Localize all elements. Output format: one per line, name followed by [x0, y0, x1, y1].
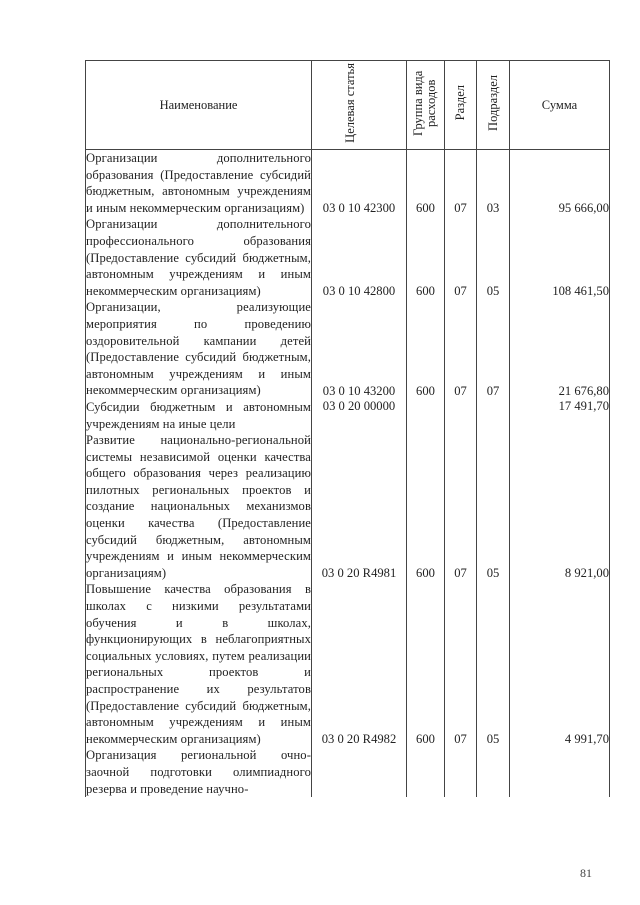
- row-section: 07: [445, 150, 477, 217]
- row-code: 03 0 10 43200: [312, 299, 407, 399]
- header-subsection: Подраздел: [477, 61, 510, 150]
- row-name: Организация региональной очно-заочной подготовки олимпиадного резерва и проведение научно-: [86, 748, 311, 796]
- row-amount: 8 921,00: [510, 432, 610, 581]
- row-code: 03 0 20 00000: [312, 399, 407, 432]
- row-code: 03 0 10 42800: [312, 216, 407, 299]
- row-amount: 17 491,70: [510, 399, 610, 432]
- row-code: 03 0 10 42300: [312, 150, 407, 217]
- row-subsection: [477, 399, 510, 432]
- row-subsection: [477, 747, 510, 797]
- row-subsection: 05: [477, 432, 510, 581]
- row-section: [445, 399, 477, 432]
- row-name: Развитие национально-региональной системы независимой оценки качества общего образования через реализацию пилотных региональных проектов и создание национальных механизмов оценки качества (Предоставление субсидий бюджетным, автономным учреждениям и иным некоммерческим организациям): [86, 433, 311, 580]
- row-amount: 21 676,80: [510, 299, 610, 399]
- row-code: [312, 747, 407, 797]
- row-name: Организации дополнительного образования (Предоставление субсидий бюджетным, автономным учреждениям и иным некоммерческим организациям): [86, 151, 311, 215]
- row-code: 03 0 20 R4982: [312, 581, 407, 747]
- header-amount: Сумма: [510, 61, 610, 150]
- table-row: [86, 150, 610, 217]
- table-row: [86, 299, 610, 399]
- row-group: 600: [407, 299, 445, 399]
- row-group: [407, 399, 445, 432]
- row-group: 600: [407, 216, 445, 299]
- header-target-article: Целевая статья: [312, 61, 407, 150]
- row-subsection: 05: [477, 581, 510, 747]
- row-section: 07: [445, 432, 477, 581]
- row-amount: 95 666,00: [510, 150, 610, 217]
- budget-table: [85, 60, 610, 797]
- table-row: [86, 581, 610, 747]
- table-row: [86, 747, 610, 797]
- row-name: Субсидии бюджетным и автономным учреждениям на иные цели: [86, 399, 311, 431]
- page-number: 81: [580, 866, 592, 880]
- header-expense-group: Группа вида расходов: [407, 61, 445, 150]
- table-row: [86, 216, 610, 299]
- row-section: 07: [445, 216, 477, 299]
- header-name: Наименование: [86, 61, 312, 150]
- row-code: 03 0 20 R4981: [312, 432, 407, 581]
- row-subsection: 03: [477, 150, 510, 217]
- row-section: 07: [445, 299, 477, 399]
- table-row: [86, 432, 610, 581]
- row-name: Организации, реализующие мероприятия по проведению оздоровительной кампании детей (Предоставление субсидий бюджетным, автономным учреждениям и иным некоммерческим организациям): [86, 300, 311, 398]
- row-section: [445, 747, 477, 797]
- row-group: 600: [407, 581, 445, 747]
- row-amount: [510, 747, 610, 797]
- row-group: [407, 747, 445, 797]
- row-section: 07: [445, 581, 477, 747]
- row-group: 600: [407, 150, 445, 217]
- row-amount: 108 461,50: [510, 216, 610, 299]
- row-subsection: 05: [477, 216, 510, 299]
- table-header-row: [86, 61, 610, 150]
- table-row: [86, 399, 610, 432]
- row-subsection: 07: [477, 299, 510, 399]
- row-name: Организации дополнительного профессионального образования (Предоставление субсидий бюджетным, автономным учреждениям и иным некоммерческим организациям): [86, 217, 311, 298]
- row-name: Повышение качества образования в школах с низкими результатами обучения и в школах, функционирующих в неблагоприятных социальных условиях, путем реализации региональных проектов и распространение их результатов (Предоставление субсидий бюджетным, автономным учреждениям и иным некоммерческим организациям): [86, 582, 311, 746]
- row-group: 600: [407, 432, 445, 581]
- row-amount: 4 991,70: [510, 581, 610, 747]
- header-section: Раздел: [445, 61, 477, 150]
